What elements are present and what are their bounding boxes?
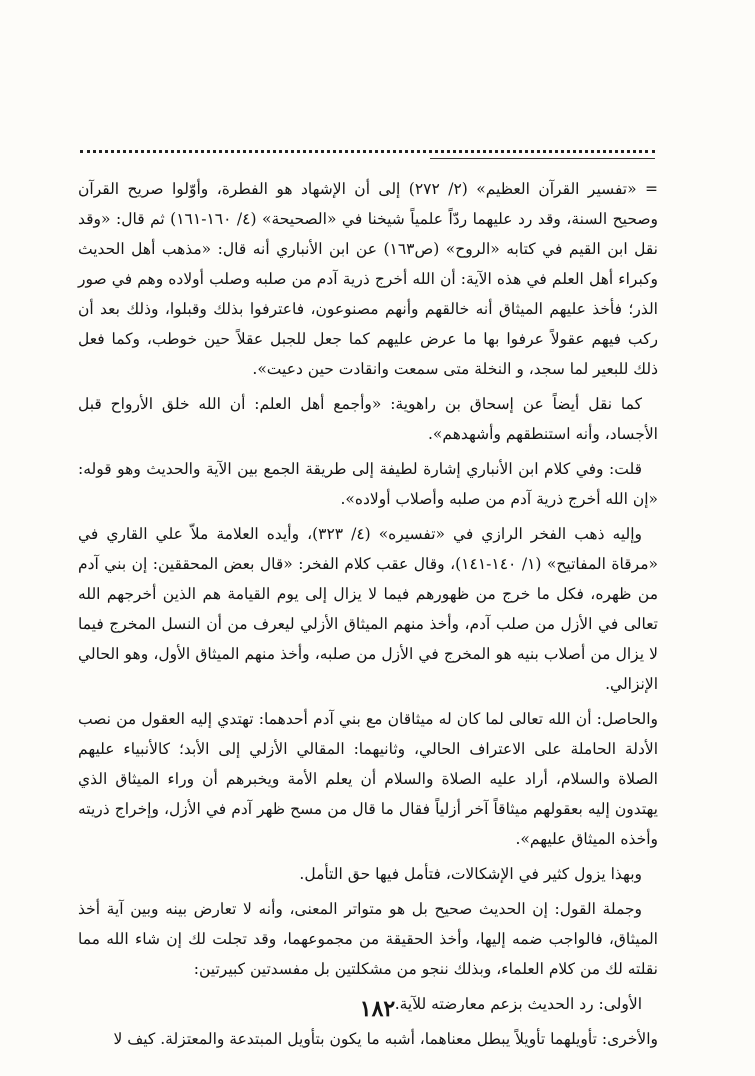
paragraph: قلت: وفي كلام ابن الأنباري إشارة لطيفة إلى طريقة الجمع بين الآية والحديث وهو قوله: «إن الله أخرج ذرية آدم من صلبه وأصلاب أولاده». [78, 460, 658, 508]
paragraph: كما نقل أيضاً عن إسحاق بن راهوية: «وأجمع أهل العلم: أن الله خلق الأرواح قبل الأجساد، وأنه استنطقهم وأشهدهم». [78, 395, 658, 443]
footnote-rule [430, 158, 655, 159]
page-number: ١٨٢ [359, 996, 396, 1022]
paragraph: = «تفسير القرآن العظيم» (٢/ ٢٧٢) إلى أن الإشهاد هو الفطرة، وأوّلوا صريح القرآن وصحيح السنة، وقد رد عليهما ردّاً علمياً شيخنا في «الصحيحة» (٤/ ١٦٠-١٦١) ثم قال: «وقد نقل ابن القيم في كتابه «الروح» (ص١٦٣) عن ابن الأنباري أنه قال: «مذهب أهل الحديث وكبراء أهل العلم في هذه الآية: أن الله أخرج ذرية آدم من صلبه وصلب أولاده وهم في صور الذر؛ فأخذ عليهم الميثاق أنه خالقهم وأنهم مصنوعون، فاعترفوا بذلك وقبلوا، وذلك بعد أن ركب فيهم عقولاً عرفوا بها ما عرض عليهم كما جعل للجبل عقلاً حين خوطب، وكما فعل ذلك للبعير لما سجد، و النخلة متى سمعت وانقادت حين دعيت». [78, 180, 658, 378]
paragraph: والأخرى: تأويلهما تأويلاً يبطل معناهما، أشبه ما يكون بتأويل المبتدعة والمعتزلة. كيف لا [113, 1030, 658, 1048]
paragraph: وبهذا يزول كثير في الإشكالات، فتأمل فيها حق التأمل. [299, 865, 642, 883]
paragraph: والحاصل: أن الله تعالى لما كان له ميثاقان مع بني آدم أحدهما: تهتدي إليه العقول من نصب الأدلة الحاملة على الاعتراف الحالي، وثانيهما: المقالي الأزلي إلى الأبد؛ كالأنبياء عليهم الصلاة والسلام، أراد عليه الصلاة والسلام أن يعلم الأمة ويخبرهم أن وراء الميثاق الذي يهتدون إليه بعقولهم ميثاقاً آخر أزلياً فقال ما قال من مسح ظهر آدم في الأزل، وإخراج ذريته وأخذه الميثاق عليهم». [78, 710, 658, 848]
paragraph: وجملة القول: إن الحديث صحيح بل هو متواتر المعنى، وأنه لا تعارض بينه وبين آية أخذ الميثاق، فالواجب ضمه إليها، وأخذ الحقيقة من مجموعهما، وقد تجلت لك إن شاء الله مما نقلته لك من كلام العلماء، وبذلك ننجو من مشكلتين بل مفسدتين كبيرتين: [78, 900, 658, 978]
footnote-text [78, 174, 658, 1059]
paragraph: وإليه ذهب الفخر الرازي في «تفسيره» (٤/ ٣٢٣)، وأيده العلامة ملاّ علي القاري في «مرقاة المفاتيح» (١/ ١٤٠-١٤١)، وقال عقب كلام الفخر: «قال بعض المحققين: إن بني آدم من ظهره، فكل ما خرج من ظهورهم فيما لا يزال إلى يوم القيامة هم الذين أخرجهم الله تعالى في الأزل من صلب آدم، وأخذ منهم الميثاق الأزلي ليعرف من أن النسل المخرج فيما لا يزال من أصلاب بنيه هو المخرج في الأزل من صلبه، وأخذ منهم الميثاق الأول، وهو الحالي الإنزالي. [78, 525, 658, 693]
paragraph: الأولى: رد الحديث بزعم معارضته للآية. [394, 995, 642, 1013]
dotted-separator [80, 150, 655, 153]
